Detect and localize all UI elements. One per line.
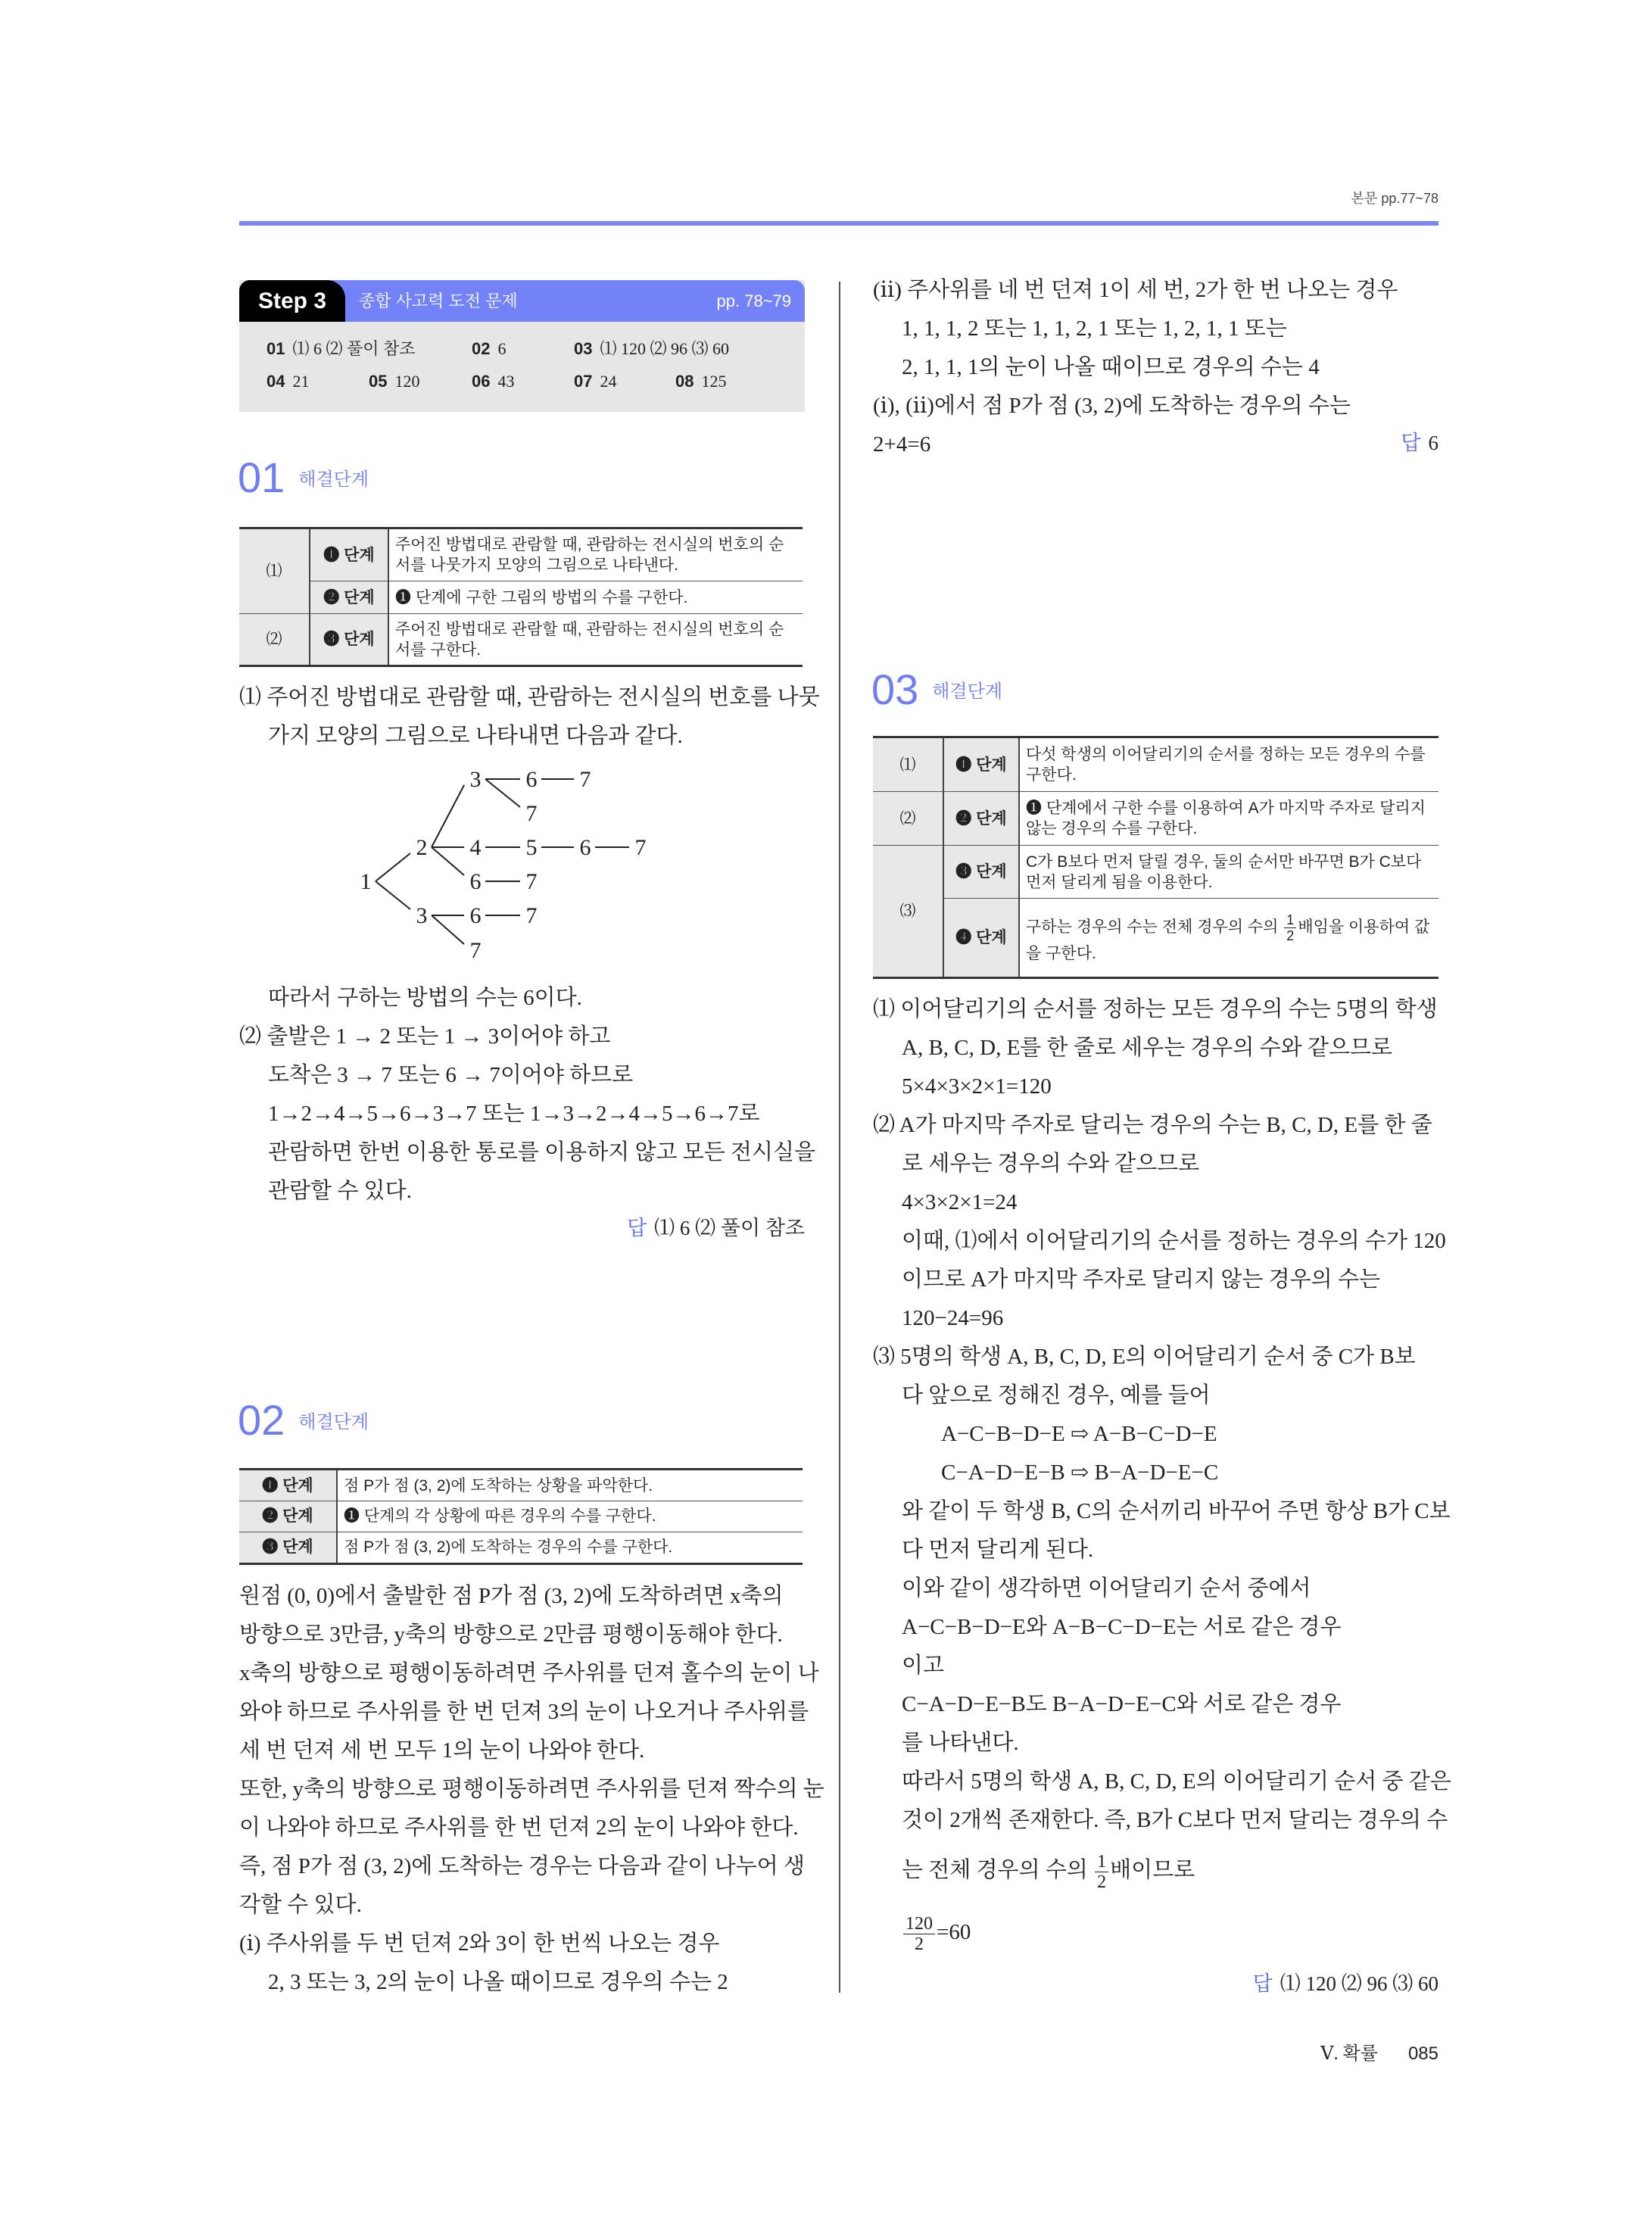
part-cell: ⑶ — [873, 846, 943, 978]
desc-cell: 점 P가 점 (3, 2)에 도착하는 경우의 수를 구한다. — [337, 1532, 803, 1563]
answer-item: 05 120 — [369, 372, 420, 391]
desc-cell: 주어진 방법대로 관람할 때, 관람하는 전시실의 번호의 순서를 나뭇가지 모양의 그림으로 나타낸다. — [388, 528, 803, 581]
text-line: x축의 방향으로 평행이동하려면 주사위를 던져 홀수의 눈이 나 — [239, 1661, 819, 1685]
desc-cell: C가 B보다 먼저 달릴 경우, 둘의 순서만 바꾸면 B가 C보다 먼저 달리게 됨을 이용한다. — [1019, 846, 1438, 899]
text-line: 4×3×2×1=24 — [902, 1190, 1018, 1214]
step-cell: ❸ 단계 — [943, 846, 1019, 899]
solution-steps-table-01 — [239, 527, 803, 667]
answer-label: 답 — [627, 1217, 647, 1239]
answer-item: 02 6 — [472, 339, 507, 358]
section-label: 해결단계 — [298, 469, 369, 490]
text-span: 는 전체 경우의 수의 — [902, 1858, 1094, 1882]
tree-node: 7 — [525, 801, 538, 826]
text-line: 따라서 5명의 학생 A, B, C, D, E의 이어달리기 순서 중 같은 — [902, 1769, 1451, 1794]
table-row — [239, 614, 803, 666]
text-line: 방향으로 3만큼, y축의 방향으로 2만큼 평행이동해야 한다. — [239, 1622, 783, 1647]
answer-value: 6 — [1428, 432, 1438, 454]
step-cell: ❷ 단계 — [239, 1501, 337, 1532]
table-row — [873, 737, 1438, 792]
section-heading-01 — [238, 453, 369, 502]
desc-text: 배임을 이용하여 값을 구한다. — [1026, 918, 1430, 962]
text-line: 2, 3 또는 3, 2의 눈이 나올 때이므로 경우의 수는 2 — [268, 1970, 728, 1994]
column-divider — [839, 282, 840, 1993]
text-line: 원점 (0, 0)에서 출발한 점 P가 점 (3, 2)에 도착하려면 x축의 — [239, 1584, 784, 1608]
section-heading-02 — [238, 1395, 369, 1445]
text-line: ⑵ A가 마지막 주자로 달리는 경우의 수는 B, C, D, E를 한 줄 — [873, 1113, 1432, 1137]
part-cell: ⑴ — [873, 737, 943, 792]
desc-cell — [1019, 899, 1438, 978]
answer-label: 답 — [1401, 432, 1421, 454]
text-line — [873, 1847, 1448, 1893]
tree-node: 6 — [579, 835, 591, 860]
text-span: 배이므로 — [1110, 1858, 1195, 1882]
answer-item: 01 ⑴ 6 ⑵ 풀이 참조 — [267, 339, 416, 358]
page-footer — [1320, 2038, 1438, 2065]
text-line: (ⅱ) 주사위를 네 번 던져 1이 세 번, 2가 한 번 나오는 경우 — [873, 278, 1398, 302]
page-number: 085 — [1407, 2043, 1438, 2064]
text-line: A−C−B−D−E ⇨ A−B−C−D−E — [941, 1422, 1217, 1446]
desc-text: 구하는 경우의 수는 전체 경우의 수의 — [1026, 918, 1283, 936]
step-tag: Step 3 — [239, 280, 345, 322]
answer-03 — [1253, 1967, 1438, 1997]
tree-node: 6 — [525, 767, 538, 792]
desc-cell: ❶ 단계의 각 상황에 따른 경우의 수를 구한다. — [337, 1501, 803, 1532]
text-line: 도착은 3 → 7 또는 6 → 7이어야 하므로 — [268, 1063, 634, 1087]
text-line: 관람하면 한번 이용한 통로를 이용하지 않고 모든 전시실을 — [268, 1140, 816, 1164]
text-line: 이고 — [902, 1654, 945, 1678]
running-head: 본문 pp.77~78 — [1351, 191, 1438, 206]
result-line — [873, 1909, 1448, 1955]
text-line: 이 나와야 하므로 주사위를 한 번 던져 2의 눈이 나와야 한다. — [239, 1816, 799, 1840]
desc-cell: ❶ 단계에서 구한 수를 이용하여 A가 마지막 주자로 달리지 않는 경우의 수를 구한다. — [1019, 792, 1438, 846]
text-line: A, B, C, D, E를 한 줄로 세우는 경우의 수와 같으므로 — [902, 1036, 1393, 1060]
text-line: 와 같이 두 학생 B, C의 순서끼리 바꾸어 주면 항상 B가 C보 — [902, 1499, 1451, 1523]
answer-02 — [1401, 426, 1438, 456]
step-title: 종합 사고력 도전 문제 — [359, 291, 518, 310]
solution-text-02b — [873, 271, 1448, 464]
text-line: ⑴ 주어진 방법대로 관람할 때, 관람하는 전시실의 번호를 나뭇 — [239, 685, 820, 709]
chapter-label: Ⅴ. 확률 — [1320, 2044, 1378, 2064]
text-line: 2, 1, 1, 1의 눈이 나올 때이므로 경우의 수는 4 — [902, 355, 1320, 379]
table-row — [873, 846, 1438, 899]
tree-node: 2 — [416, 835, 428, 860]
solution-text-02a — [239, 1577, 824, 2002]
text-line: 이때, ⑴에서 이어달리기의 순서를 정하는 경우의 수가 120 — [902, 1229, 1446, 1253]
section-number: 03 — [871, 666, 919, 713]
tree-node: 3 — [416, 903, 428, 928]
text-line: 이와 같이 생각하면 이어달리기 순서 중에서 — [902, 1576, 1311, 1601]
table-row — [239, 1470, 803, 1501]
text-line: 세 번 던져 세 번 모두 1의 눈이 나와야 한다. — [239, 1738, 645, 1763]
table-row — [873, 899, 1438, 978]
tree-node: 7 — [634, 835, 647, 860]
fraction — [903, 1914, 935, 1954]
text-line: ⑴ 이어달리기의 순서를 정하는 모든 경우의 수는 5명의 학생 — [873, 997, 1438, 1021]
text-line: 이므로 A가 마지막 주자로 달리지 않는 경우의 수는 — [902, 1267, 1380, 1292]
part-cell: ⑵ — [873, 792, 943, 846]
step-cell: ❸ 단계 — [310, 614, 388, 666]
section-heading-03 — [871, 665, 1002, 714]
text-line: (ⅰ) 주사위를 두 번 던져 2와 3이 한 번씩 나오는 경우 — [239, 1931, 720, 1956]
text-line: 각할 수 있다. — [239, 1893, 362, 1917]
text-line: 5×4×3×2×1=120 — [902, 1074, 1052, 1099]
denominator: 2 — [915, 1934, 924, 1954]
text-line: C−A−D−E−B ⇨ B−A−D−E−C — [941, 1460, 1219, 1485]
tree-node: 1 — [360, 869, 372, 894]
answer-item: 06 43 — [472, 372, 515, 391]
text-span: =60 — [937, 1920, 971, 1944]
numerator: 1 — [1284, 912, 1296, 928]
text-line: 가지 모양의 그림으로 나타내면 다음과 같다. — [268, 724, 683, 748]
step-header-bar — [239, 280, 805, 322]
answer-item: 04 21 — [267, 372, 310, 391]
tree-node: 4 — [469, 835, 482, 860]
desc-cell: 점 P가 점 (3, 2)에 도착하는 상황을 파악한다. — [337, 1470, 803, 1501]
part-cell: ⑴ — [239, 528, 310, 614]
answer-value: ⑴ 120 ⑵ 96 ⑶ 60 — [1280, 1972, 1438, 1995]
text-line: ⑶ 5명의 학생 A, B, C, D, E의 이어달리기 순서 중 C가 B보 — [873, 1345, 1416, 1369]
tree-node: 7 — [525, 903, 538, 928]
answer-01 — [627, 1211, 805, 1241]
text-line: 다 먼저 달리게 된다. — [902, 1538, 1094, 1562]
text-line: 또한, y축의 방향으로 평행이동하려면 주사위를 던져 짝수의 눈 — [239, 1777, 824, 1801]
text-line: 2+4=6 — [873, 432, 931, 457]
step-cell: ❸ 단계 — [239, 1532, 337, 1563]
table-row — [239, 528, 803, 581]
section-number: 01 — [238, 454, 285, 501]
table-row — [239, 581, 803, 614]
text-line: C−A−D−E−B도 B−A−D−E−C와 서로 같은 경우 — [902, 1692, 1342, 1716]
text-line: 로 세우는 경우의 수와 같으므로 — [902, 1152, 1200, 1176]
text-line: 를 나타낸다. — [902, 1731, 1019, 1755]
tree-node: 5 — [525, 835, 538, 860]
section-label: 해결단계 — [932, 681, 1003, 702]
answer-item: 08 125 — [675, 372, 727, 391]
denominator: 2 — [1097, 1872, 1107, 1892]
text-line: 1, 1, 1, 2 또는 1, 1, 2, 1 또는 1, 2, 1, 1 또는 — [902, 316, 1287, 341]
text-line: 다 앞으로 정해진 경우, 예를 들어 — [902, 1383, 1211, 1407]
text-line: 관람할 수 있다. — [268, 1179, 412, 1203]
text-line: 120−24=96 — [902, 1306, 1004, 1330]
text-line: 따라서 구하는 방법의 수는 6이다. — [268, 986, 582, 1010]
tree-edge — [432, 785, 464, 847]
tree-edge — [432, 847, 464, 875]
text-line: A−C−B−D−E와 A−B−C−D−E는 서로 같은 경우 — [902, 1615, 1342, 1639]
tree-edge — [485, 779, 520, 807]
table-row — [239, 1532, 803, 1563]
step-cell: ❷ 단계 — [943, 792, 1019, 846]
numerator: 1 — [1095, 1852, 1108, 1872]
solution-steps-table-02 — [239, 1468, 803, 1565]
text-line: (ⅰ), (ⅱ)에서 점 P가 점 (3, 2)에 도착하는 경우의 수는 — [873, 394, 1351, 418]
answer-item: 07 24 — [574, 372, 617, 391]
step-cell: ❹ 단계 — [943, 899, 1019, 978]
tree-node: 7 — [579, 767, 591, 792]
denominator: 2 — [1286, 927, 1295, 943]
fraction — [1284, 912, 1296, 943]
section-label: 해결단계 — [298, 1412, 369, 1432]
tree-node: 7 — [469, 938, 482, 963]
text-line: 것이 2개씩 존재한다. 즉, B가 C보다 먼저 달리는 경우의 수 — [902, 1808, 1448, 1832]
fraction-line — [873, 1847, 1448, 1893]
solution-text-01a — [239, 678, 820, 756]
step-pages: pp. 78~79 — [716, 291, 791, 310]
step-cell: ❶ 단계 — [310, 528, 388, 581]
step-cell: ❷ 단계 — [310, 581, 388, 614]
numerator: 120 — [903, 1914, 935, 1934]
answer-value: ⑴ 6 ⑵ 풀이 참조 — [654, 1217, 805, 1239]
tree-node: 6 — [469, 903, 482, 928]
table-row — [873, 792, 1438, 846]
answer-summary-box — [239, 280, 805, 412]
solution-text-03 — [873, 990, 1451, 1840]
solution-text-01b — [239, 979, 816, 1211]
fraction — [1095, 1852, 1108, 1892]
text-line: ⑵ 출발은 1 → 2 또는 1 → 3이어야 하고 — [239, 1024, 611, 1049]
desc-cell: 주어진 방법대로 관람할 때, 관람하는 전시실의 번호의 순서를 구한다. — [388, 614, 803, 666]
top-rule — [239, 221, 1438, 226]
text-line: 즉, 점 P가 점 (3, 2)에 도착하는 경우는 다음과 같이 나누어 생 — [239, 1854, 805, 1878]
table-row — [239, 1501, 803, 1532]
desc-cell: ❶ 단계에 구한 그림의 방법의 수를 구한다. — [388, 581, 803, 614]
tree-edge — [376, 881, 410, 909]
text-line: 와야 하므로 주사위를 한 번 던져 3의 눈이 나오거나 주사위를 — [239, 1700, 809, 1724]
part-cell: ⑵ — [239, 614, 310, 666]
tree-node: 7 — [525, 869, 538, 894]
text-line — [873, 1909, 1448, 1955]
tree-edge — [432, 915, 464, 944]
tree-node: 3 — [469, 767, 482, 792]
answer-item: 03 ⑴ 120 ⑵ 96 ⑶ 60 — [574, 339, 729, 358]
desc-cell: 다섯 학생의 이어달리기의 순서를 정하는 모든 경우의 수를 구한다. — [1019, 737, 1438, 792]
step-cell: ❶ 단계 — [943, 737, 1019, 792]
solution-steps-table-03 — [873, 736, 1438, 979]
tree-edge — [376, 853, 410, 881]
section-number: 02 — [238, 1396, 285, 1444]
answer-label: 답 — [1252, 1972, 1273, 1995]
step-cell: ❶ 단계 — [239, 1470, 337, 1501]
tree-node: 6 — [469, 869, 482, 894]
text-line: 1→2→4→5→6→3→7 또는 1→3→2→4→5→6→7로 — [268, 1102, 760, 1126]
